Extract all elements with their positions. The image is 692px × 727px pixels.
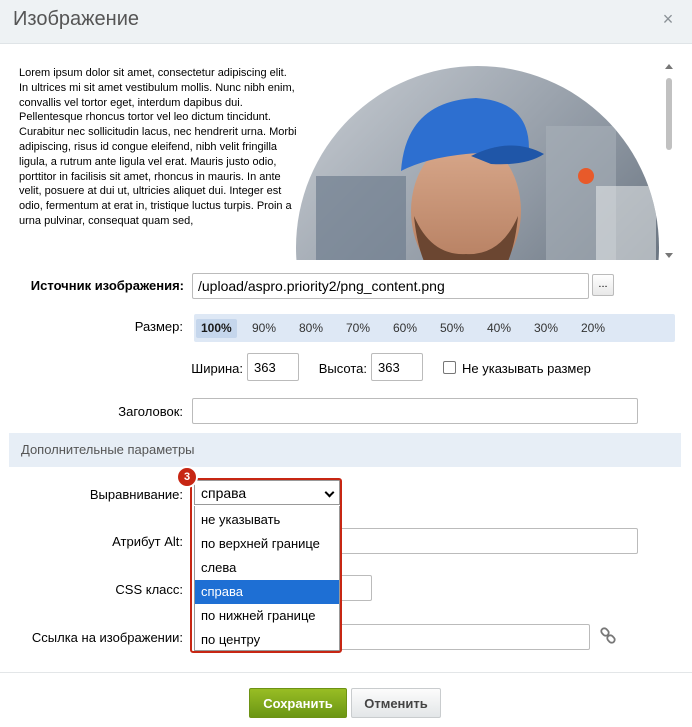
align-selected-value: справа (201, 485, 247, 501)
align-option-none[interactable]: не указывать (201, 512, 281, 527)
source-input[interactable] (192, 273, 589, 299)
align-option-bottom[interactable]: по нижней границе (201, 608, 316, 623)
height-label: Высота: (318, 361, 367, 376)
heading-input[interactable] (192, 398, 638, 424)
alt-input[interactable] (340, 528, 638, 554)
align-option-top[interactable]: по верхней границе (201, 536, 320, 551)
align-dropdown-list (194, 506, 340, 651)
dialog-title: Изображение (13, 8, 139, 30)
preview-scrollbar[interactable] (663, 62, 675, 260)
height-input[interactable] (371, 353, 423, 381)
heading-label: Заголовок: (118, 404, 183, 419)
scroll-down-icon[interactable] (665, 253, 673, 258)
size-option-70[interactable]: 70% (346, 321, 371, 335)
close-icon[interactable]: × (662, 9, 674, 29)
size-option-80[interactable]: 80% (299, 321, 324, 335)
nosize-label: Не указывать размер (462, 361, 591, 376)
width-label: Ширина: (191, 361, 243, 376)
source-label: Источник изображения: (30, 278, 184, 293)
align-option-right[interactable]: справа (195, 580, 339, 604)
width-input[interactable] (247, 353, 299, 381)
size-option-60[interactable]: 60% (393, 321, 418, 335)
link-icon[interactable] (599, 627, 617, 645)
additional-params-section[interactable]: Дополнительные параметры (9, 433, 681, 467)
image-preview (13, 62, 675, 260)
size-options (194, 314, 675, 342)
size-option-20[interactable]: 20% (581, 321, 606, 335)
size-option-90[interactable]: 90% (252, 321, 277, 335)
scroll-thumb[interactable] (666, 78, 672, 150)
size-option-50[interactable]: 50% (440, 321, 465, 335)
link-input[interactable] (340, 624, 590, 650)
size-option-40[interactable]: 40% (487, 321, 512, 335)
cancel-button[interactable]: Отменить (351, 688, 441, 718)
align-option-left[interactable]: слева (201, 560, 237, 575)
css-input[interactable] (340, 575, 372, 601)
nosize-checkbox[interactable] (443, 361, 456, 374)
step-badge: 3 (176, 466, 198, 488)
align-select[interactable] (194, 480, 340, 505)
size-label: Размер: (134, 319, 183, 334)
size-option-30[interactable]: 30% (534, 321, 559, 335)
scroll-up-icon[interactable] (665, 64, 673, 69)
align-label: Выравнивание: (89, 487, 183, 502)
preview-image (296, 66, 659, 260)
save-button[interactable]: Сохранить (249, 688, 347, 718)
chevron-down-icon (325, 488, 335, 498)
align-option-center[interactable]: по центру (201, 632, 261, 647)
preview-text: Lorem ipsum dolor sit amet, consectetur adipiscing elit. In ultrices mi sit amet vestibulum mollis. Nunc nibh enim, convallis vel tortor eget, interdum dapibus dui. Pellentesque rhoncus tortor vel leo dictum tincidunt. Curabitur nec sollicitudin lacus, nec hendrerit urna. Morbi adipiscing, risus id congue eleifend, nibh velit fringilla ligula, a rutrum ante ligula vel erat. Mauris justo odio, porttitor in facilisis sit amet, rhoncus in mauris. In ante velit, posuere at dui ut, ultricies aliquet dui. Integer est odio, fermentum at erat in, tristique luctus turpis. Proin a urna pulvinar, consequat quam sed, (19, 67, 297, 227)
css-label: CSS класс: (115, 582, 183, 597)
link-label: Ссылка на изображении: (31, 630, 183, 645)
size-option-100[interactable]: 100% (196, 319, 237, 338)
browse-button[interactable]: ... (592, 274, 614, 296)
alt-label: Атрибут Alt: (112, 534, 183, 549)
dialog-titlebar (0, 0, 692, 44)
